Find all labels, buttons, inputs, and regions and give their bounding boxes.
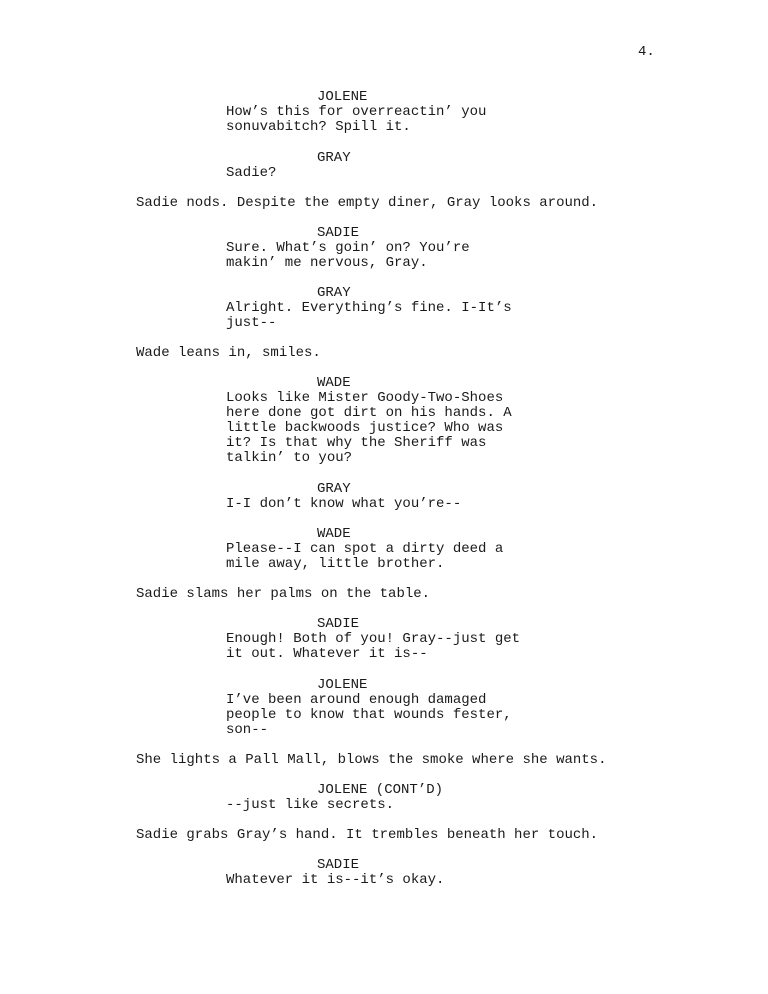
action-line: Sadie grabs Gray’s hand. It trembles beneath her touch. <box>136 827 599 843</box>
dialogue-line: I-I don’t know what you’re-- <box>226 496 462 512</box>
character-cue: JOLENE <box>317 677 368 693</box>
dialogue-line: Sadie? <box>226 165 277 181</box>
dialogue-line: people to know that wounds fester, <box>226 707 512 723</box>
character-cue: JOLENE <box>317 89 368 105</box>
dialogue-line: Looks like Mister Goody-Two-Shoes <box>226 390 504 406</box>
character-cue: SADIE <box>317 857 360 873</box>
dialogue-line: it? Is that why the Sheriff was <box>226 435 487 451</box>
dialogue-line: talkin’ to you? <box>226 450 353 466</box>
dialogue-line: mile away, little brother. <box>226 556 445 572</box>
page-number: 4. <box>638 44 655 60</box>
dialogue-line: makin’ me nervous, Gray. <box>226 255 428 271</box>
dialogue-line: Please--I can spot a dirty deed a <box>226 541 504 557</box>
dialogue-line: I’ve been around enough damaged <box>226 692 487 708</box>
dialogue-line: Sure. What’s goin’ on? You’re <box>226 240 470 256</box>
character-cue: GRAY <box>317 150 351 166</box>
action-line: She lights a Pall Mall, blows the smoke where she wants. <box>136 752 607 768</box>
action-line: Sadie slams her palms on the table. <box>136 586 431 602</box>
dialogue-line: Alright. Everything’s fine. I-It’s <box>226 300 512 316</box>
action-line: Sadie nods. Despite the empty diner, Gray looks around. <box>136 195 599 211</box>
dialogue-line: Whatever it is--it’s okay. <box>226 872 445 888</box>
dialogue-line: Enough! Both of you! Gray--just get <box>226 631 521 647</box>
character-cue: WADE <box>317 526 351 542</box>
character-cue: WADE <box>317 375 351 391</box>
dialogue-line: it out. Whatever it is-- <box>226 646 428 662</box>
dialogue-line: How’s this for overreactin’ you <box>226 104 487 120</box>
action-line: Wade leans in, smiles. <box>136 345 321 361</box>
character-cue: GRAY <box>317 285 351 301</box>
dialogue-line: just-- <box>226 315 277 331</box>
dialogue-line: here done got dirt on his hands. A <box>226 405 512 421</box>
dialogue-line: --just like secrets. <box>226 797 395 813</box>
dialogue-line: sonuvabitch? Spill it. <box>226 119 411 135</box>
character-cue: SADIE <box>317 616 360 632</box>
dialogue-line: son-- <box>226 722 269 738</box>
character-cue: GRAY <box>317 481 351 497</box>
dialogue-line: little backwoods justice? Who was <box>226 420 504 436</box>
character-cue: JOLENE (CONT’D) <box>317 782 444 798</box>
character-cue: SADIE <box>317 225 360 241</box>
